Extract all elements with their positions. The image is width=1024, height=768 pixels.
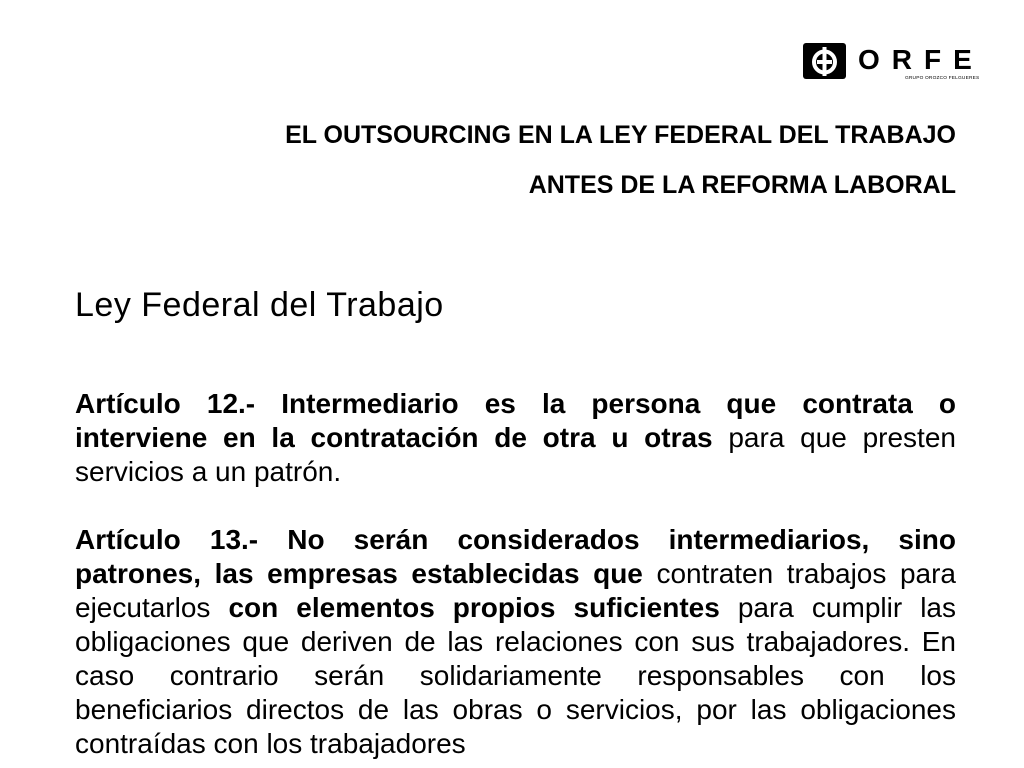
article-line [75, 693, 956, 727]
text-segment: para cumplir las [719, 592, 956, 623]
text-segment: para que presten [712, 422, 956, 453]
text-segment: beneficiarios directos de las obras o servicios, por las obligaciones [75, 694, 956, 725]
text-segment: caso contrario serán solidariamente responsables con los [75, 660, 956, 691]
logo-tagline: GRUPO OROZCO FELGUERES [905, 75, 980, 81]
orfe-logo [803, 43, 993, 87]
text-segment: obligaciones que deriven de las relaciones con sus trabajadores. En [75, 626, 956, 657]
logo-wordmark: ORFE [858, 44, 984, 75]
bold-text-segment: con elementos propios suficientes [210, 592, 720, 623]
article-line [75, 523, 956, 557]
article-line [75, 727, 956, 761]
text-segment: contraten trabajos para [642, 558, 956, 589]
orfe-emblem-icon [803, 43, 846, 79]
article-12-paragraph [75, 387, 956, 489]
bold-text-segment: Artículo 12.- Intermediario es la persona que contrata o [75, 388, 956, 419]
bold-text-segment: interviene en la contratación de otra u otras [75, 422, 713, 453]
slide-title: EL OUTSOURCING EN LA LEY FEDERAL DEL TRABAJO [285, 121, 956, 149]
text-segment: contraídas con los trabajadores [75, 728, 466, 759]
section-title: Ley Federal del Trabajo [75, 286, 444, 324]
article-line [75, 591, 956, 625]
article-line [75, 625, 956, 659]
article-line [75, 421, 956, 455]
article-line [75, 557, 956, 591]
article-line [75, 659, 956, 693]
text-segment: ejecutarlos [75, 592, 211, 623]
text-segment: servicios a un patrón. [75, 456, 342, 487]
slide-subtitle: ANTES DE LA REFORMA LABORAL [528, 171, 956, 199]
article-line [75, 455, 956, 489]
bold-text-segment: Artículo 13.- No serán considerados intermediarios, sino [75, 524, 956, 555]
bold-text-segment: patrones, las empresas establecidas que [75, 558, 643, 589]
article-line [75, 387, 956, 421]
article-13-paragraph [75, 523, 956, 761]
